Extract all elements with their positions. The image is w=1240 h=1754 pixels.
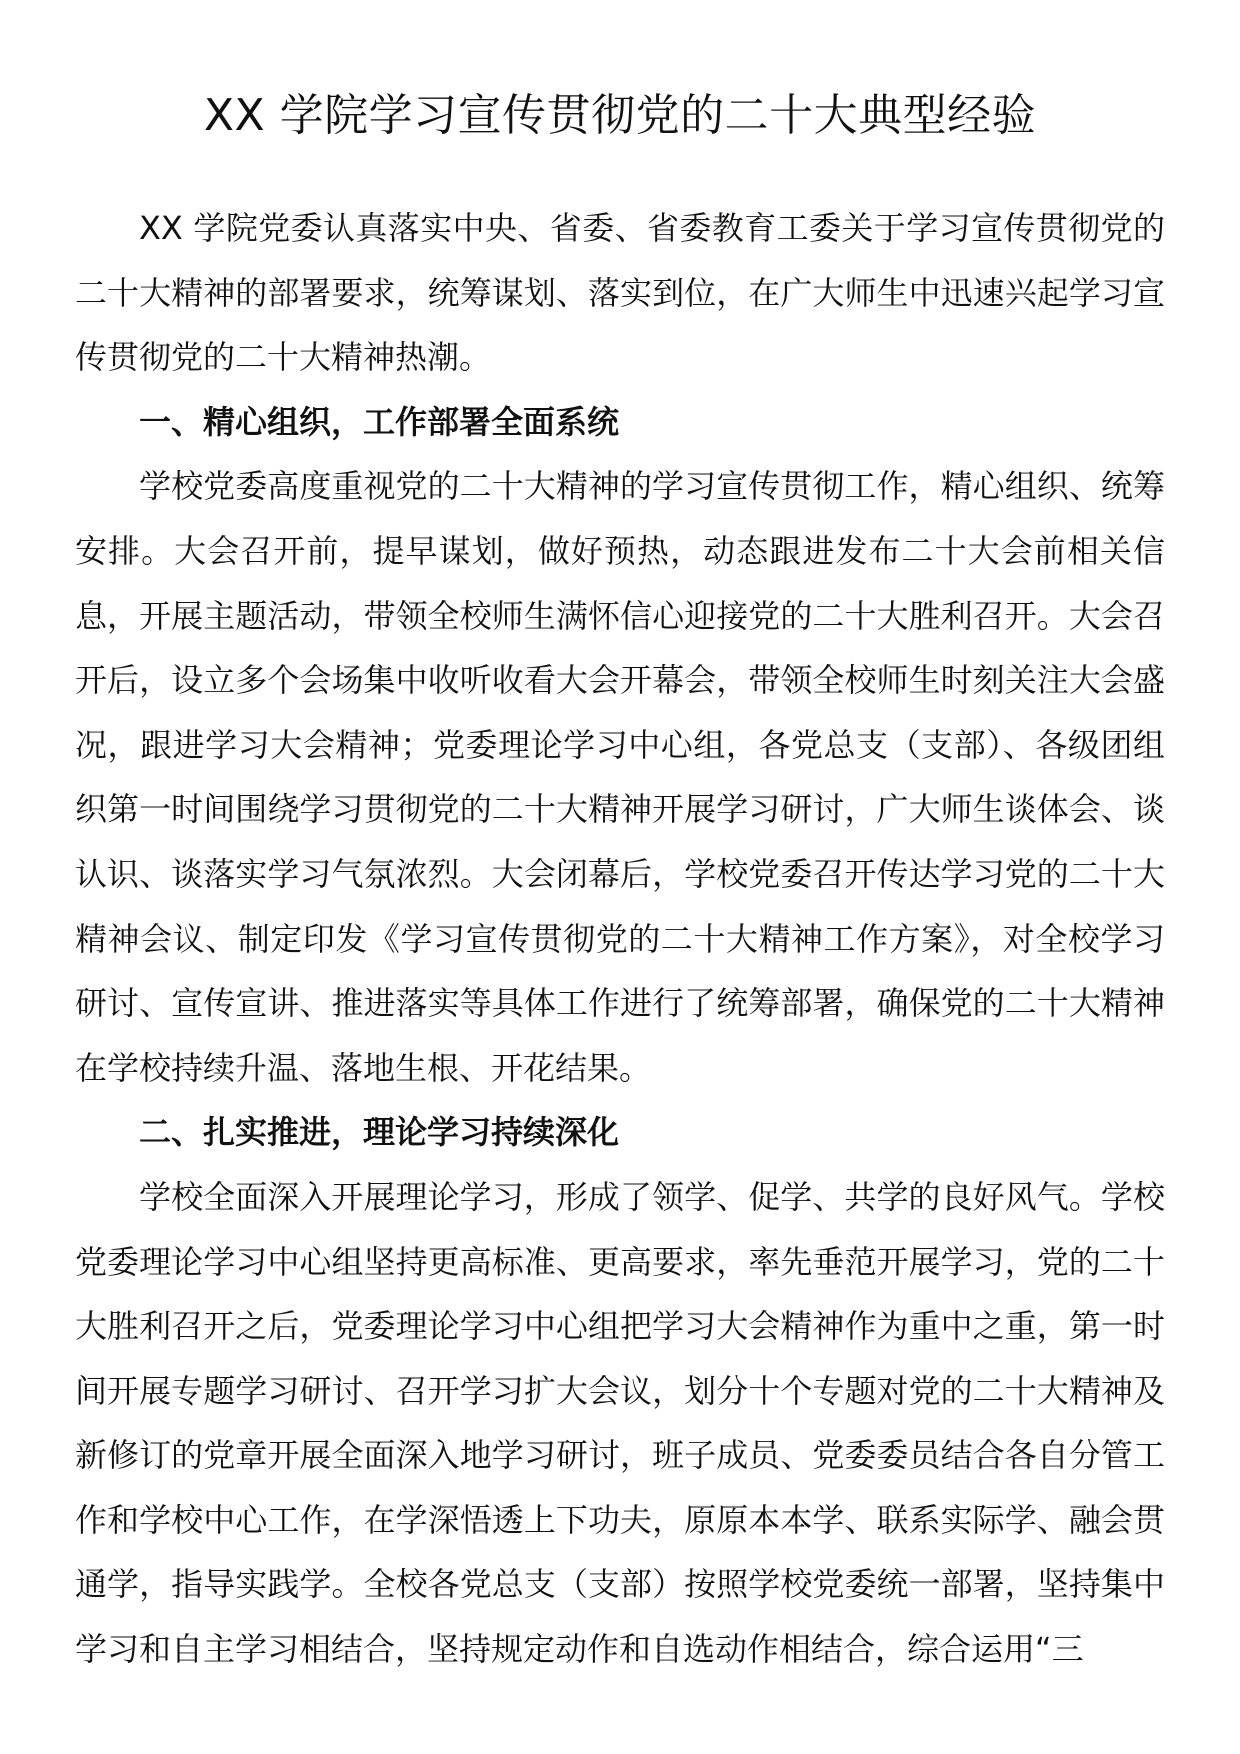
section-1-paragraph: 学校党委高度重视党的二十大精神的学习宣传贯彻工作，精心组织、统筹安排。大会召开前，提早谋划，做好预热，动态跟进发布二十大会前相关信息，开展主题活动，带领全校师生满怀信心迎接党的二十大胜利召开。大会召开后，设立多个会场集中收听收看大会开幕会，带领全校师生时刻关注大会盛况，跟进学习大会精神；党委理论学习中心组，各党总支（支部）、各级团组织第一时间围绕学习贯彻党的二十大精神开展学习研讨，广大师生谈体会、谈认识、谈落实学习气氛浓烈。大会闭幕后，学校党委召开传达学习党的二十大精神会议、制定印发《学习宣传贯彻党的二十大精神工作方案》，对全校学习研讨、宣传宣讲、推进落实等具体工作进行了统筹部署，确保党的二十大精神在学校持续升温、落地生根、开花结果。 [75, 467, 1165, 1087]
intro-paragraph: XX 学院党委认真落实中央、省委、省委教育工委关于学习宣传贯彻党的二十大精神的部署要求，统筹谋划、落实到位，在广大师生中迅速兴起学习宣传贯彻党的二十大精神热潮。 [75, 209, 1165, 377]
document-body [75, 196, 1165, 1682]
document-title: XX 学院学习宣传贯彻党的二十大典型经验 [203, 90, 1037, 141]
section-heading-2: 二、扎实推进，理论学习持续深化 [139, 1113, 620, 1152]
section-heading-1: 一、精心组织，工作部署全面系统 [139, 402, 620, 441]
section-2-paragraph: 学校全面深入开展理论学习，形成了领学、促学、共学的良好风气。学校党委理论学习中心组坚持更高标准、更高要求，率先垂范开展学习，党的二十大胜利召开之后，党委理论学习中心组把学习大会精神作为重中之重，第一时间开展专题学习研讨、召开学习扩大会议，划分十个专题对党的二十大精神及新修订的党章开展全面深入地学习研讨，班子成员、党委委员结合各自分管工作和学校中心工作，在学深悟透上下功夫，原原本本学、联系实际学、融会贯通学，指导实践学。全校各党总支（支部）按照学校党委统一部署，坚持集中学习和自主学习相结合，坚持规定动作和自选动作相结合，综合运用“三 [75, 1177, 1165, 1669]
